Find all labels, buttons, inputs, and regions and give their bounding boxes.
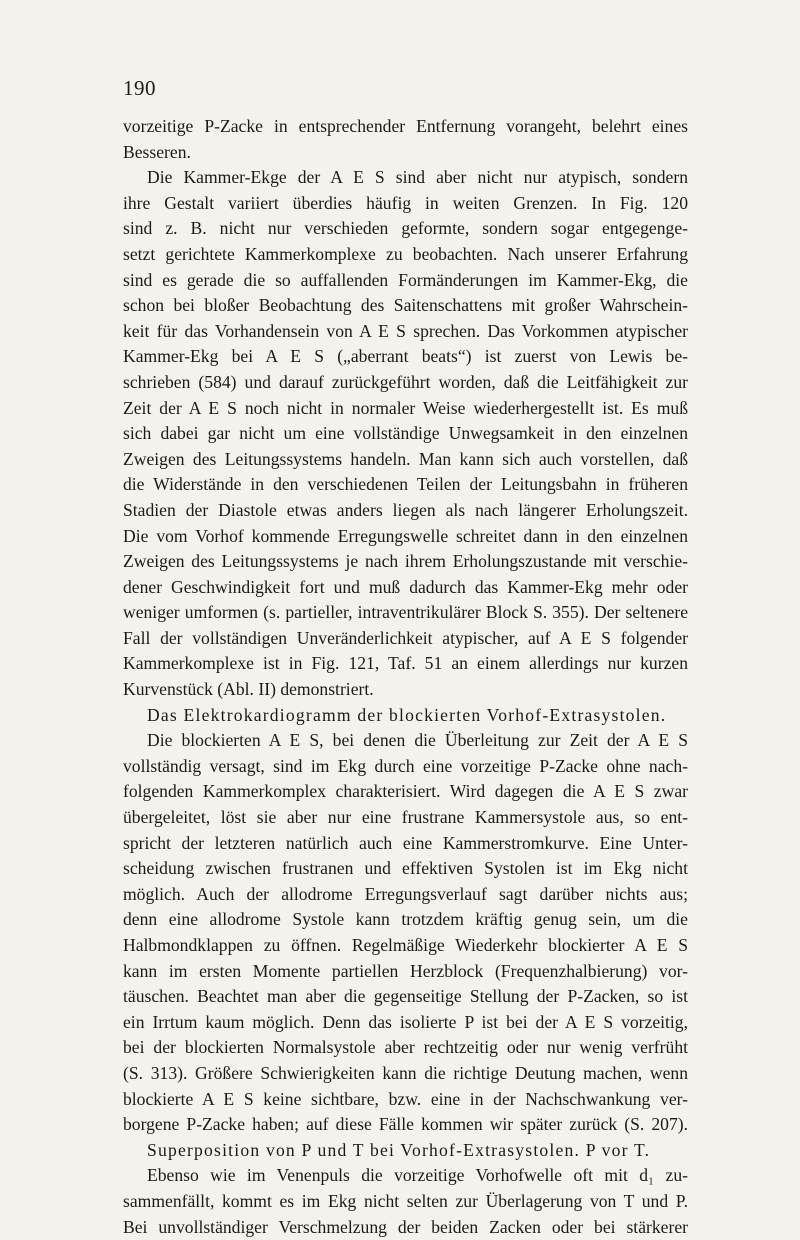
text-line: denn eine allodrome Systole kann trotzdem kräftig genug sein, um die bbox=[123, 909, 688, 930]
text-line: sammenfällt, kommt es im Ekg nicht selten zur Überlagerung von T und P. bbox=[123, 1190, 688, 1211]
text-line: schon bei bloßer Beobachtung des Saitenschattens mit großer Wahrschein- bbox=[123, 295, 688, 316]
text-line: ein Irrtum kaum möglich. Denn das isolierte P ist bei der A E S vorzeitig, bbox=[123, 1011, 688, 1032]
text-line: Bei unvollständiger Verschmelzung der beiden Zacken oder bei stärkerer bbox=[123, 1216, 688, 1237]
text-line: bei der blockierten Normalsystole aber rechtzeitig oder nur wenig verfrüht bbox=[123, 1037, 688, 1058]
text-line: täuschen. Beachtet man aber die gegenseitige Stellung der P-Zacken, so ist bbox=[123, 986, 688, 1007]
text-line: sind z. B. nicht nur verschieden geformte, sondern sogar entgegenge- bbox=[123, 218, 688, 239]
text-line: setzt gerichtete Kammerkomplexe zu beobachten. Nach unserer Erfahrung bbox=[123, 243, 688, 264]
text-line: Besseren. bbox=[123, 141, 191, 162]
text-line: Die vom Vorhof kommende Erregungswelle schreitet dann in den einzelnen bbox=[123, 525, 688, 546]
text-line: dener Geschwindigkeit fort und muß dadurch das Kammer-Ekg mehr oder bbox=[123, 576, 688, 597]
text-line: übergeleitet, löst sie aber nur eine frustrane Kammersystole aus, so ent- bbox=[123, 807, 688, 828]
text-line: scheidung zwischen frustranen und effektiven Systolen ist im Ekg nicht bbox=[123, 858, 688, 879]
text-line: möglich. Auch der allodrome Erregungsverlauf sagt darüber nichts aus; bbox=[123, 883, 688, 904]
text-line: blockierte A E S keine sichtbare, bzw. eine in der Nachschwankung ver- bbox=[123, 1088, 688, 1109]
text-line: weniger umformen (s. partieller, intraventrikulärer Block S. 355). Der seltenere bbox=[123, 602, 688, 623]
text-line: Kurvenstück (Abl. II) demonstriert. bbox=[123, 679, 374, 700]
body-text bbox=[123, 114, 688, 1240]
text-line: kann im ersten Momente partiellen Herzblock (Frequenzhalbierung) vor- bbox=[123, 960, 688, 981]
section-heading: Superposition von P und T bei Vorhof-Extrasystolen. P vor T. bbox=[147, 1139, 651, 1160]
text-line: Kammer-Ekg bei A E S („aberrant beats“) ist zuerst von Lewis be- bbox=[123, 346, 688, 367]
text-line: Stadien der Diastole etwas anders liegen als nach längerer Erholungszeit. bbox=[123, 499, 688, 520]
text-line: Die Kammer-Ekge der A E S sind aber nicht nur atypisch, sondern bbox=[147, 167, 688, 188]
text-line: schrieben (584) und darauf zurückgeführt worden, daß die Leitfähigkeit zur bbox=[123, 371, 688, 392]
text-line: Zweigen des Leitungssystems je nach ihrem Erholungszustande mit verschie- bbox=[123, 551, 688, 572]
text-line: Zweigen des Leitungssystems handeln. Man kann sich auch vorstellen, daß bbox=[123, 448, 688, 469]
text-line: Die blockierten A E S, bei denen die Überleitung zur Zeit der A E S bbox=[147, 730, 688, 751]
text-line: die Widerstände in den verschiedenen Teilen der Leitungsbahn in früheren bbox=[123, 474, 688, 495]
page-number: 190 bbox=[123, 76, 156, 100]
text-line: spricht der letzteren natürlich auch eine Kammerstromkurve. Eine Unter- bbox=[123, 832, 688, 853]
text-line: Zeit der A E S noch nicht in normaler Weise wiederhergestellt ist. Es muß bbox=[123, 397, 688, 418]
text-line: (S. 313). Größere Schwierigkeiten kann die richtige Deutung machen, wenn bbox=[123, 1062, 688, 1083]
text-line: Kammerkomplexe ist in Fig. 121, Taf. 51 an einem allerdings nur kurzen bbox=[123, 653, 688, 674]
text-line: vollständig versagt, sind im Ekg durch eine vorzeitige P-Zacke ohne nach- bbox=[123, 755, 688, 776]
text-line: keit für das Vorhandensein von A E S sprechen. Das Vorkommen atypischer bbox=[123, 320, 688, 341]
text-line: sich dabei gar nicht um eine vollständige Unwegsamkeit in den einzelnen bbox=[123, 423, 688, 444]
text-line: borgene P-Zacke haben; auf diese Fälle kommen wir später zurück (S. 207). bbox=[123, 1114, 688, 1135]
text-line: Fall der vollständigen Unveränderlichkeit atypischer, auf A E S folgender bbox=[123, 627, 688, 648]
text-line: ihre Gestalt variiert überdies häufig in weiten Grenzen. In Fig. 120 bbox=[123, 192, 688, 213]
text-line: Ebenso wie im Venenpuls die vorzeitige Vorhofwelle oft mit d₁ zu- bbox=[147, 1165, 688, 1186]
text-line: folgenden Kammerkomplex charakterisiert. Wird dagegen die A E S zwar bbox=[123, 781, 688, 802]
text-line: vorzeitige P-Zacke in entsprechender Entfernung vorangeht, belehrt eines bbox=[123, 116, 688, 136]
text-line: Halbmondklappen zu öffnen. Regelmäßige Wiederkehr blockierter A E S bbox=[123, 935, 688, 955]
section-heading: Das Elektrokardiogramm der blockierten Vorhof-Extrasystolen. bbox=[147, 704, 667, 725]
text-line: sind es gerade die so auffallenden Formänderungen im Kammer-Ekg, die bbox=[123, 269, 688, 290]
